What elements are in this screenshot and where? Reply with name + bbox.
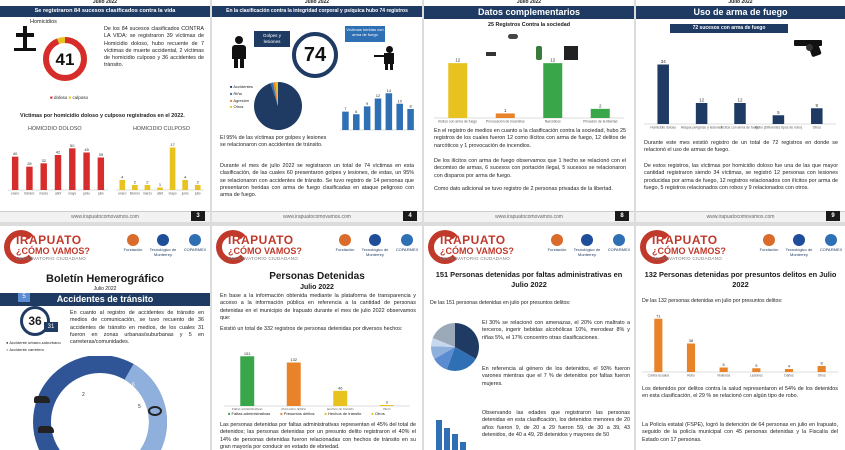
tick-label-4: mayo (68, 191, 77, 196)
donut-seg-5: 5 (138, 404, 141, 410)
bar-2 (364, 106, 371, 130)
shooter-icon (382, 46, 400, 70)
tick-label-3: Robo (Diferentes tipos de robo) (754, 125, 803, 130)
faltas-para-2: En referencia al género de los detenidos, el 93% fueron varones mientras que el 7 % de detenidos por faltas fueron mujeres. (482, 366, 630, 387)
bar-label-5: 10 (397, 98, 402, 104)
donut-seg-6: 6 (132, 382, 135, 388)
detenidas-legend-item: ■ Faltas administrativas (228, 411, 271, 416)
bar-label-3: 3 (385, 399, 388, 405)
page-9-number: 9 (826, 211, 840, 221)
partner-logo-1: Fundación (116, 234, 150, 252)
bar-2 (543, 63, 562, 118)
golpes-lesiones-box: Golpes y lesiones (254, 31, 290, 47)
tick-label-4: Daños (784, 373, 794, 378)
bar-1 (287, 363, 301, 406)
tick-label-2: Violencia (717, 373, 731, 378)
boletin-date: Julio 2022 (93, 286, 117, 292)
irapuato-logo: IRAPUATO ¿CÓMO VAMOS? OBSERVATORIO CIUDADANO (4, 230, 102, 264)
bar-label-1: 12 (699, 97, 705, 103)
tick-label-5: junio (83, 191, 90, 196)
partner-logo-3: COPARMEX (602, 234, 634, 252)
bar-label-2: 2 (146, 179, 149, 185)
tick-label-4: Otros (812, 125, 821, 130)
bar-label-3: 5 (755, 362, 758, 368)
tick-label-1: Ataque peligroso y lesiones (680, 125, 723, 130)
bar-2 (333, 391, 347, 406)
tick-label-0: Faltas administrativas (231, 407, 263, 410)
bar-label-1: 38 (688, 338, 694, 343)
page-detenidas (212, 226, 422, 450)
bar-label-3: 5 (777, 109, 780, 115)
tick-label-0: Contra la salud (647, 373, 670, 378)
tick-label-0: Ilícitos con arma de fuego (438, 119, 478, 124)
bar-label-0: 151 (243, 350, 251, 356)
page-3-top-label: Julio 2022 (0, 0, 210, 5)
bar-label-6: 2 (196, 179, 199, 185)
page-8 (424, 0, 634, 222)
detenidas-para-1: En base a la información obtenida mediante la plataforma de transparencia y acceso a la información pública en referencia a la cantidad de personas detenidas en el municipio de Irapuato durante el mes de julio 2022 observamos que: (220, 293, 416, 321)
bar-2 (41, 163, 47, 190)
delitos-intro: De las 132 personas detenidas en julio por presuntos delitos: (642, 298, 783, 304)
bar-1 (353, 114, 360, 130)
bar-0 (12, 157, 18, 190)
page-delitos (636, 226, 845, 450)
page-3-header: Se registraron 84 sucesos clasificados contra la vida (0, 6, 210, 17)
partner-logo-1: Fundación (752, 234, 786, 252)
tick-label-3: Otros (382, 407, 391, 410)
detenidas-para-3: Las personas detenidas por faltas administrativas representan el 45% del total de detenidos; las personas detenidas por un presunto delito registraron el 40% el 14% de personas detenidas fueron relacionadas con hechos de tránsito en su gran mayoría por conducir en estado de ebriedad. (220, 422, 416, 450)
bar-label-5: 4 (184, 174, 187, 180)
page-9-footer: www.irapuatocomovamos.com (636, 211, 845, 222)
bar-4 (386, 93, 393, 130)
circle-36: 36 (20, 306, 50, 336)
bar-1 (496, 113, 515, 118)
accidentes-header: Accidentes de tránsito (0, 293, 210, 306)
bar-0 (654, 319, 662, 372)
bar-label-3: 1 (158, 182, 162, 187)
page-4 (212, 0, 422, 222)
bar-1 (696, 103, 708, 124)
tick-label-3: abril (156, 191, 164, 196)
partner-logo-3: COPARMEX (390, 234, 422, 252)
bar-label-4: 9 (815, 102, 819, 108)
box-5: 5 (18, 293, 30, 302)
page-9-para-2: De estos registros, las víctimas por homicidio doloso fue una de las que mayor cantidad registraron siendo 34 víctimas, se registró 12 personas con lesiones producidas por arma de fuego, 12 registros relacionados con ilícitos por arma de fuego, 5 registros relacionados con robos y 9 relacionados con otros. (644, 163, 838, 191)
page-3-footer: www.irapuatocomovamos.com (0, 211, 210, 222)
bar-label-0: 40 (12, 151, 18, 157)
bar-2 (734, 103, 746, 124)
pie-legend (230, 84, 253, 111)
tick-label-1: Presuntos delitos (281, 407, 306, 410)
bar-label-1: 28 (27, 161, 32, 167)
bar-3 (55, 155, 61, 190)
detenidas-legend-item: ■ Presuntos delitos (280, 411, 315, 416)
bar-label-0: 4 (121, 174, 124, 180)
irapuato-logo: IRAPUATO ¿CÓMO VAMOS? OBSERVATORIO CIUDADANO (428, 230, 526, 264)
chart-sociedad (432, 48, 626, 126)
pie-faltas (430, 312, 480, 382)
tick-label-0: enero (11, 191, 20, 196)
bar-label-5: 45 (84, 147, 89, 152)
detenidas-legend-item: ■ Hechos de tránsito (324, 411, 362, 416)
tick-label-3: abril (54, 191, 62, 196)
bar-label-2: 12 (737, 97, 743, 103)
bar-3 (157, 188, 163, 191)
bar-label-0: 71 (656, 313, 661, 319)
donut-accidentes (20, 356, 180, 450)
bar-2 (145, 185, 151, 190)
bar-icons (434, 406, 478, 450)
chart-delitos (640, 306, 840, 380)
pill-icon (508, 34, 518, 39)
bar-2 (720, 368, 728, 373)
page-4-footer: www.irapuatocomovamos.com (212, 211, 422, 222)
partner-logo-2: Tecnológico de Monterrey (570, 234, 604, 258)
bar-label-0: 34 (660, 59, 666, 64)
tick-label-5: Otros (817, 373, 826, 378)
page-8-para-2: De los ilícitos con arma de fuego observamos que 1 hecho se relacionó con el decomiso de armas, 6 sucesos con portación ilegal, 5 sucesos se relacionaron con disparos por arma de fuego. (434, 158, 626, 179)
faltas-para-3: Observando las edades que registraron las personas detenidas en esta clasificación, los detenidos menores de 20 años fueron 9, de 20 a 29 fueron 59, de 30 a 39, 43 detenidos, de 40 a 49, 28 detenidos y mayores de 50 (482, 410, 630, 438)
detenidas-title: Personas Detenidas (269, 271, 365, 282)
faltas-intro: De las 151 personas detenidas en julio por presuntos delitos: (430, 300, 571, 306)
pie-legend-item: ■ Accidentes (230, 84, 253, 89)
chart-lesiones-bars (338, 82, 418, 138)
tick-label-6: julio (194, 191, 201, 196)
homicidio-doloso-title: HOMICIDIO DOLOSO (28, 126, 82, 132)
bar-3 (752, 368, 760, 372)
page-9-header: Uso de arma de fuego (636, 6, 845, 19)
bar-label-1: 132 (290, 357, 298, 363)
irapuato-logo: IRAPUATO ¿CÓMO VAMOS? OBSERVATORIO CIUDADANO (640, 230, 738, 264)
bar-0 (240, 356, 254, 406)
delitos-para-2: La Policía estatal (FSPE), logró la detención de 64 personas en julio en Irapuato, seguido de la policía municipal con 45 personas detenidas y la Fiscalía del Estado con 17 personas. (642, 422, 838, 443)
tick-label-1: Robo (687, 373, 695, 378)
bar-label-2: 32 (41, 157, 46, 163)
chart-homicidio-culposo (114, 134, 206, 198)
cross-icon (14, 26, 36, 52)
page-8-top-label: Julio 2022 (516, 0, 542, 5)
box-31: 31 (44, 322, 58, 332)
bar-label-2: 9 (366, 100, 369, 106)
page-9 (636, 0, 845, 222)
bar-4 (785, 369, 793, 372)
page-8-para-1: En el registro de medios en cuanto a la clasificación contra la sociedad, hubo 25 registros de los cuales fueron 12 como ilícitos con arma de fuego, 12 delitos de narcóticos y 1 provocación de incendios. (434, 128, 626, 149)
tick-label-2: Ilícitos con arma de fuego (720, 125, 760, 130)
legend-accidentes: ● Accidente urbano-suburbano ● Accidente carretero (6, 340, 61, 353)
bar-4 (811, 108, 823, 124)
page-8-number: 8 (615, 211, 629, 221)
chart-detenidas (222, 344, 412, 410)
tick-label-5: junio (181, 191, 189, 196)
person-icon (232, 36, 246, 68)
arma-fuego-box: Víctimas heridas con arma de fuego (345, 26, 385, 42)
bar-label-3: 2 (598, 103, 602, 109)
detenidas-legend (228, 411, 412, 416)
partner-logo-1: Fundación (540, 234, 574, 252)
bar-label-6: 8 (409, 103, 412, 109)
donut-seg-2: 2 (82, 392, 85, 398)
bar-3 (375, 99, 382, 131)
bar-label-2: 12 (550, 57, 556, 63)
detenidas-subtitle: Julio 2022 (300, 284, 334, 291)
bar-3 (591, 109, 610, 118)
page-4-top-label: Julio 2022 (304, 0, 330, 5)
bar-3 (380, 405, 394, 406)
page-8-chart-title: 25 Registros Contra la sociedad (487, 22, 571, 28)
bar-6 (407, 109, 414, 130)
faltas-para-1: El 30% se relacionó con amenazas, el 20% con maltrato a terceros, ingerir bebidas alcohólicas 10%, merodear 8% y riñas 5%, el 17% concentro otras clasificaciones. (482, 320, 630, 341)
pie-legend-item: ■ Riña (230, 90, 242, 96)
donut-41-value: 41 (55, 50, 75, 69)
bar-label-0: 7 (344, 106, 347, 112)
homicidios-label: Homicidios (30, 19, 57, 25)
partner-logo-2: Tecnológico de Monterrey (146, 234, 180, 258)
bar-0 (342, 112, 349, 130)
bike-icon (148, 406, 162, 416)
tick-label-1: febrero (24, 191, 35, 196)
page-3-paragraph: De los 84 sucesos clasificados CONTRA LA VIDA: se registraron 39 víctimas de Homicidio doloso, hubo recuente de 7 víctimas de muerte accidental, 2 víctimas de homicidio culposo y 36 accidentes de tránsito. (104, 26, 204, 69)
page-4-header: En la clasificación contra la integridad corporal y psíquica hubo 74 registros (212, 6, 422, 17)
chart-arma-fuego (642, 48, 838, 136)
bar-label-6: 39 (98, 152, 104, 157)
page-9-label: 72 sucesos con arma de fuego (670, 24, 788, 33)
page-4-para-1: El 95% de las víctimas por golpes y lesiones se relacionaron con accidentes de tránsito. (220, 135, 327, 149)
tick-label-3: Privación de la libertad (583, 119, 618, 124)
bar-4 (69, 148, 75, 190)
faltas-title: 151 Personas detenidas por faltas administrativas en Julio 2022 (435, 270, 623, 289)
tick-label-2: Hechos de tránsito (326, 407, 354, 410)
bar-label-5: 8 (820, 360, 823, 366)
bar-label-3: 12 (375, 93, 381, 98)
delitos-title: 132 Personas detenidas por presuntos delitos en Julio 2022 (644, 270, 837, 289)
page-3-number: 3 (191, 211, 205, 221)
bar-label-2: 6 (722, 362, 725, 367)
bar-label-1: 1 (503, 107, 507, 113)
bar-5 (182, 180, 188, 190)
legend-doloso: ■ doloso ■ culposo (50, 95, 89, 100)
tick-label-2: marzo (142, 191, 152, 196)
page-8-header: Datos complementarios (424, 6, 634, 19)
circle-74: 74 (292, 32, 338, 78)
page-9-top-label: Julio 2022 (728, 0, 753, 5)
bar-label-4: 4 (787, 363, 791, 369)
bar-label-2: 46 (338, 385, 343, 391)
car-icon-2 (38, 426, 54, 433)
partner-logo-2: Tecnológico de Monterrey (358, 234, 392, 258)
donut-41 (42, 36, 88, 82)
tick-label-1: Provocación de incendios (485, 119, 525, 124)
bar-label-0: 12 (455, 57, 461, 63)
tick-label-2: marzo (39, 191, 49, 196)
bar-3 (773, 115, 785, 124)
page-boletin (0, 226, 210, 450)
chart-homicidio-doloso (6, 134, 110, 198)
bar-label-1: 6 (355, 108, 358, 114)
pie-lesiones (252, 80, 304, 132)
bar-5 (83, 153, 89, 191)
bar-label-1: 2 (133, 179, 136, 185)
bar-label-3: 42 (55, 149, 61, 155)
tick-label-3: Lesiones (749, 373, 763, 378)
bar-label-4: 50 (70, 142, 75, 148)
tick-label-4: mayo (168, 191, 177, 196)
page-4-number: 4 (403, 211, 417, 221)
homicidio-culposo-title: HOMICIDIO CULPOSO (133, 126, 190, 132)
partner-logo-3: COPARMEX (814, 234, 845, 252)
bar-1 (132, 185, 138, 190)
delitos-para-1: Los detenidos por delitos contra la salud representaron el 54% de los detenidos en esta clasificación, el 29 % se relacionó con algún tipo de robo. (642, 386, 838, 400)
irapuato-logo: IRAPUATO ¿CÓMO VAMOS? OBSERVATORIO CIUDADANO (216, 230, 314, 264)
detenidas-legend-item: ■ Otros (371, 411, 385, 416)
bar-6 (195, 185, 201, 190)
partner-logo-1: Fundación (328, 234, 362, 252)
pie-legend-item: ■ Agresión (230, 97, 250, 103)
bar-4 (170, 148, 176, 191)
page-8-footer: www.irapuatocomovamos.com (424, 211, 634, 222)
bar-5 (396, 104, 403, 130)
page-3 (0, 0, 210, 222)
page-3-subtitle: Víctimas por homicidio doloso y culposo registrados en el 2022. (20, 113, 185, 119)
bar-0 (657, 65, 669, 125)
partner-logo-2: Tecnológico de Monterrey (782, 234, 816, 258)
boletin-paragraph: En cuanto al registro de accidentes de tránsito en medios de comunicación, se tuvo recuento de 36 accidentes de tránsito en medios, de los cuales 31 fueron en zonas urbanas/suburbanas y 5 en carreteras/comunidades. (70, 310, 204, 346)
bar-0 (448, 63, 467, 118)
bar-6 (98, 158, 104, 191)
tick-label-0: enero (118, 191, 127, 196)
tick-label-2: Narcóticos (544, 119, 561, 124)
detenidas-para-2: Existió un total de 332 registros de personas detenidas por diversos hechos: (220, 326, 403, 332)
page-8-para-3: Como dato adicional se tuvo registro de 2 personas privadas de la libertad. (434, 186, 613, 192)
bar-label-4: 14 (386, 87, 392, 93)
bar-0 (119, 180, 125, 190)
bar-5 (818, 366, 826, 372)
tick-label-1: febrero (129, 191, 140, 196)
bar-1 (26, 167, 32, 190)
bar-label-4: 17 (170, 142, 175, 147)
pie-legend-item: ■ Otros (230, 104, 244, 110)
tick-label-0: Homicidio doloso (650, 125, 677, 130)
bar-1 (687, 344, 695, 373)
partner-logo-3: COPARMEX (178, 234, 210, 252)
car-icon-1 (34, 396, 50, 403)
page-4-para-2: Durante el mes de julio 2022 se registraron un total de 74 víctimas en esta clasificación, de las cuales 60 presentaron golpes y lesiones, de estas, un 95% se relacionaron con accidentes de tránsito. Se tuvo registro de 14 personas que presentaron heridas con arma de fuego clasificadas en ataque peligroso con arma de fuego. (220, 163, 414, 199)
page-faltas (424, 226, 634, 450)
page-9-para-1: Durante este mes existió registro de un total de 72 registros en donde se relacionó el uso de armas de fuego. (644, 140, 838, 154)
tick-label-6: julio (98, 191, 104, 196)
boletin-title: Boletín Hemerográfico (46, 273, 164, 285)
